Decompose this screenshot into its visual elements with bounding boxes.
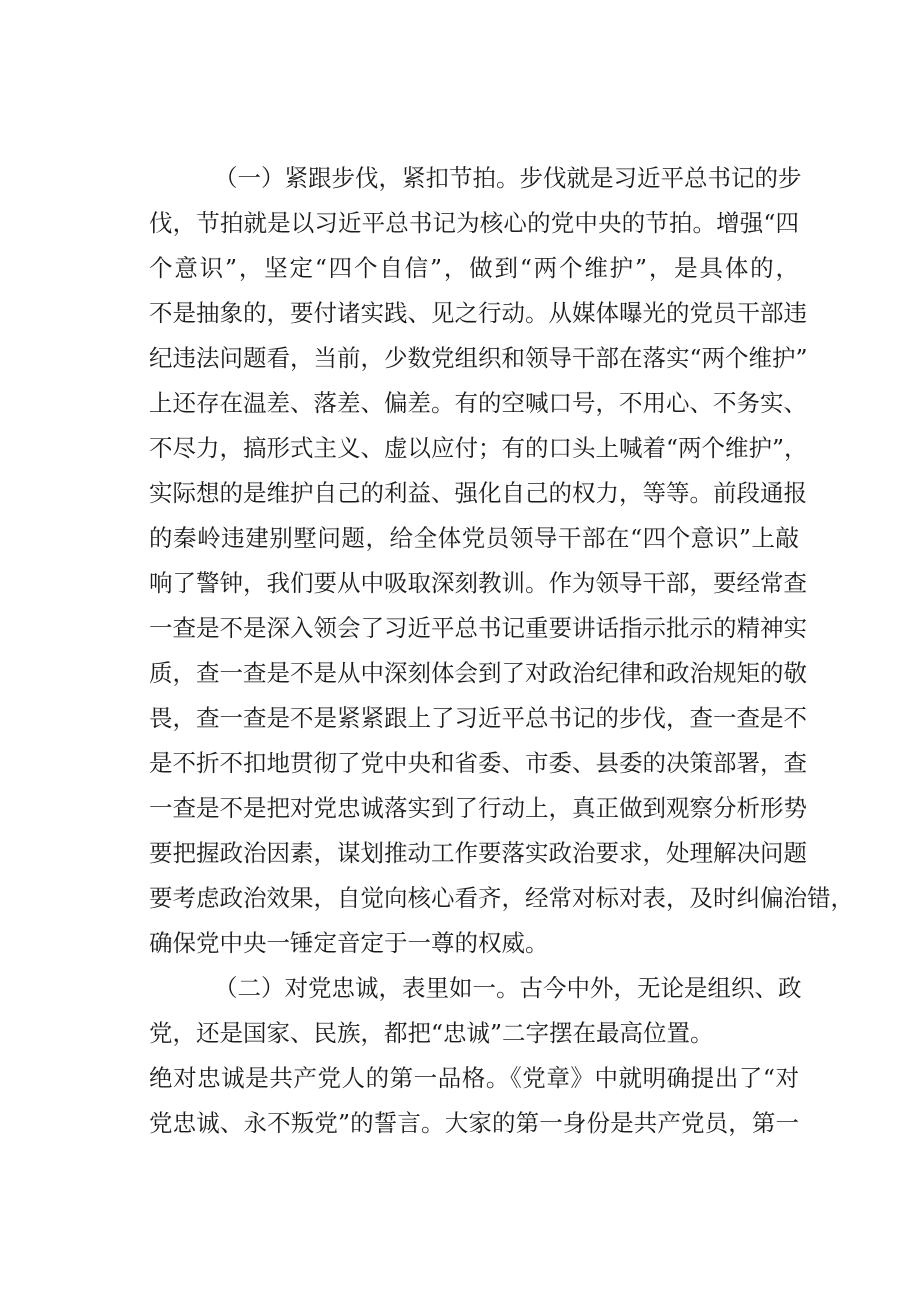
paragraph-2-line-1: （二）对党忠诚，表里如一。古今中外，无论是组织、政 bbox=[214, 974, 802, 1002]
paragraph-1-line-8: 实际想的是维护自己的利益、强化自己的权力，等等。前段通报 bbox=[149, 479, 807, 507]
paragraph-1-line-2: 伐，节拍就是以习近平总书记为核心的党中央的节拍。增强“四 bbox=[149, 209, 799, 237]
paragraph-1-line-5: 纪违法问题看，当前，少数党组织和领导干部在落实“两个维护” bbox=[149, 344, 808, 372]
paragraph-2-line-2: 党，还是国家、民族，都把“忠诚”二字摆在最高位置。 bbox=[149, 1019, 714, 1047]
paragraph-1-line-15: 一查是不是把对党忠诚落实到了行动上，真正做到观察分析形势 bbox=[149, 794, 807, 822]
paragraph-1-line-3: 个意识”，坚定“四个自信”，做到“两个维护”，是具体的， bbox=[149, 254, 799, 282]
paragraph-1-line-7: 不尽力，搞形式主义、虚以应付；有的口头上喊着“两个维护”， bbox=[149, 434, 808, 462]
paragraph-1-line-12: 质，查一查是不是从中深刻体会到了对政治纪律和政治规矩的敬 bbox=[149, 659, 807, 687]
paragraph-1-line-17: 要考虑政治效果，自觉向核心看齐，经常对标对表，及时纠偏治错， bbox=[149, 884, 854, 912]
paragraph-1-line-1: （一）紧跟步伐，紧扣节拍。步伐就是习近平总书记的步 bbox=[214, 164, 802, 192]
paragraph-1-line-11: 一查是不是深入领会了习近平总书记重要讲话指示批示的精神实 bbox=[149, 614, 807, 642]
paragraph-1-line-18: 确保党中央一锤定音定于一尊的权威。 bbox=[149, 929, 549, 957]
paragraph-1-line-13: 畏，查一查是不是紧紧跟上了习近平总书记的步伐，查一查是不 bbox=[149, 704, 807, 732]
paragraph-2-line-4: 党忠诚、永不叛党”的誓言。大家的第一身份是共产党员，第一 bbox=[149, 1109, 799, 1137]
paragraph-1-line-6: 上还存在温差、落差、偏差。有的空喊口号，不用心、不务实、 bbox=[149, 389, 807, 417]
paragraph-1-line-9: 的秦岭违建别墅问题，给全体党员领导干部在“四个意识”上敲 bbox=[149, 524, 799, 552]
paragraph-1-line-4: 不是抽象的，要付诸实践、见之行动。从媒体曝光的党员干部违 bbox=[149, 299, 807, 327]
paragraph-1-line-10: 响了警钟，我们要从中吸取深刻教训。作为领导干部，要经常查 bbox=[149, 569, 807, 597]
paragraph-1-line-16: 要把握政治因素，谋划推动工作要落实政治要求，处理解决问题 bbox=[149, 839, 807, 867]
paragraph-2-line-3: 绝对忠诚是共产党人的第一品格。《党章》中就明确提出了“对 bbox=[149, 1064, 799, 1092]
paragraph-1-line-14: 是不折不扣地贯彻了党中央和省委、市委、县委的决策部署，查 bbox=[149, 749, 807, 777]
